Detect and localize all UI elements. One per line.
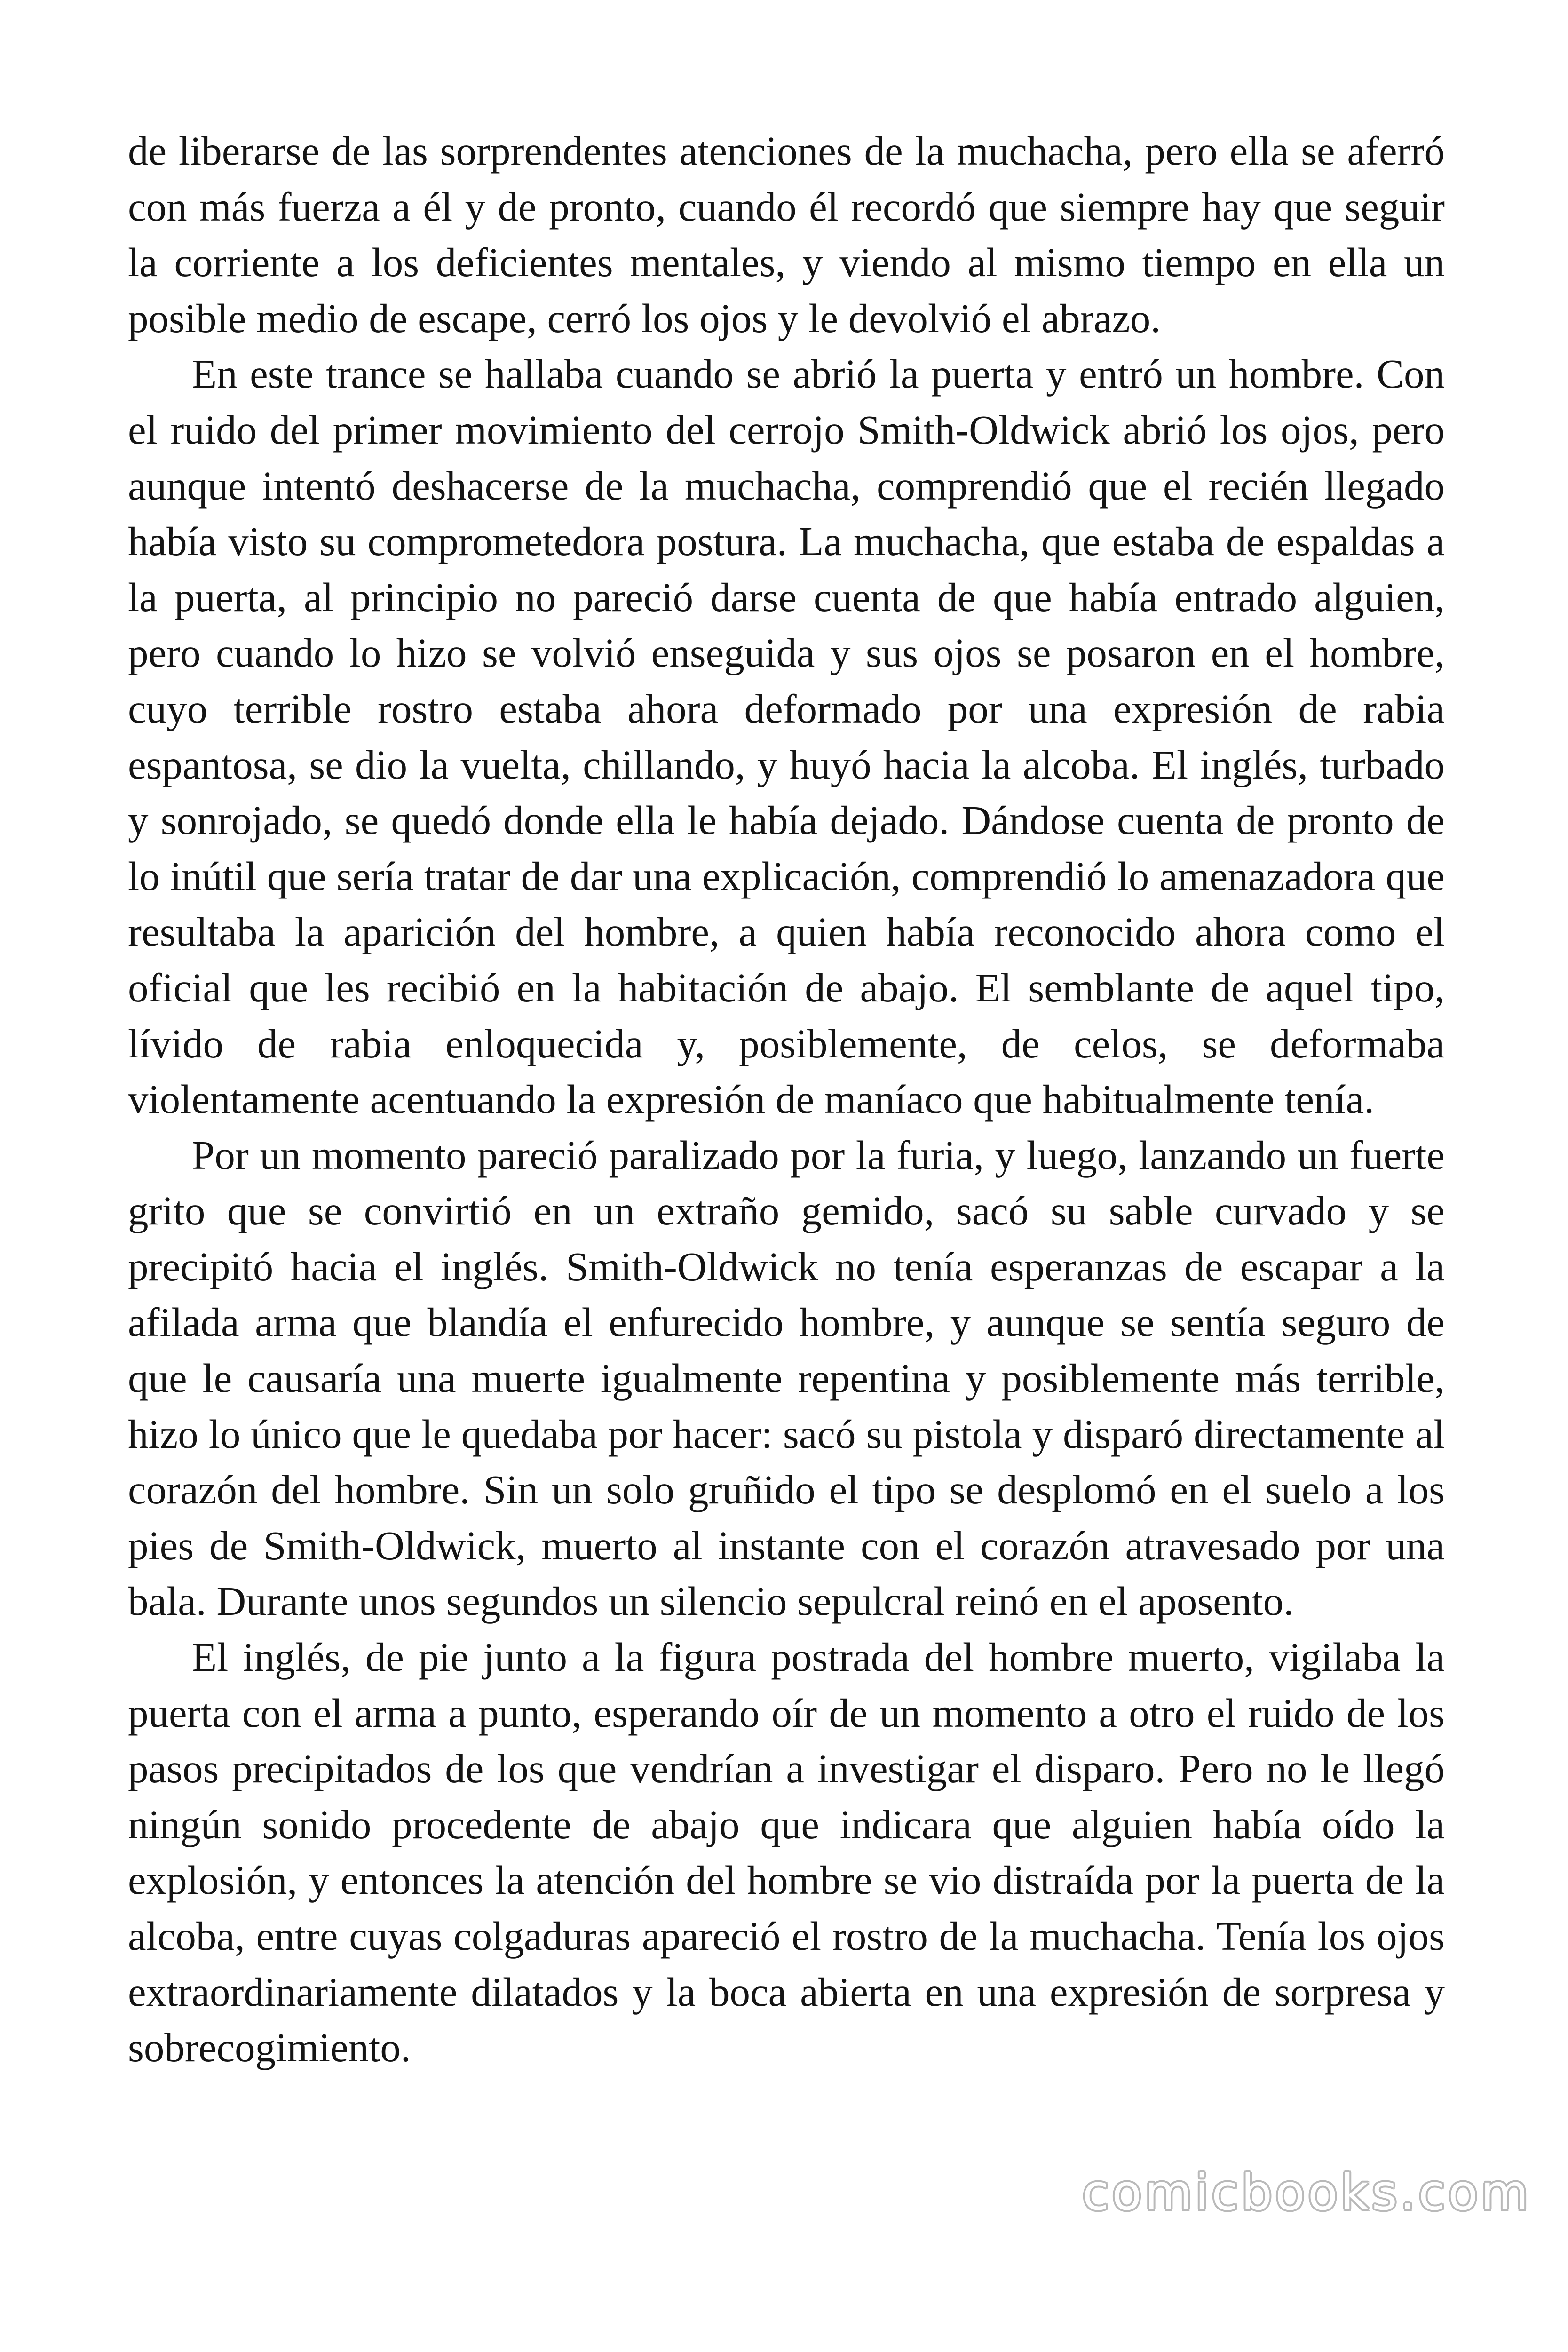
paragraph-3: Por un momento pareció paralizado por la furia, y luego, lanzando un fuerte grito que se convirtió en un extraño gemido, sacó su sable curvado y se precipitó hacia el inglés. Smith-Oldwick no tenía esperanzas de escapar a la afilada arma que blandía el enfurecido hombre, y aunque se sentía seguro de que le causaría una muerte igualmente repentina y posiblemente más terrible, hizo lo único que le quedaba por hacer: sacó su pistola y disparó directamente al corazón del hombre. Sin un solo gruñido el tipo se desplomó en el suelo a los pies de Smith-Oldwick, muerto al instante con el corazón atravesado por una bala. Durante unos segundos un silencio sepulcral reinó en el aposento.: [128, 1132, 1445, 1624]
watermark: comicbooks.com: [1082, 2164, 1531, 2221]
paragraph-2: En este trance se hallaba cuando se abrió la puerta y entró un hombre. Con el ruido del primer movimiento del cerrojo Smith-Oldwick abrió los ojos, pero aunque intentó deshacerse de la muchacha, comprendió que el recién llegado había visto su comprometedora postura. La muchacha, que estaba de espaldas a la puerta, al principio no pareció darse cuenta de que había entrado alguien, pero cuando lo hizo se volvió enseguida y sus ojos se posaron en el hombre, cuyo terrible rostro estaba ahora deformado por una expresión de rabia espantosa, se dio la vuelta, chillando, y huyó hacia la alcoba. El inglés, turbado y sonrojado, se quedó donde ella le había dejado. Dándose cuenta de pronto de lo inútil que sería tratar de dar una explicación, comprendió lo amenazadora que resultaba la aparición del hombre, a quien había reconocido ahora como el oficial que les recibió en la habitación de abajo. El semblante de aquel tipo, lívido de rabia enloquecida y, posiblemente, de celos, se deformaba violentamente acentuando la expresión de maníaco que habitualmente tenía.: [128, 351, 1445, 1122]
paragraph-4: El inglés, de pie junto a la figura postrada del hombre muerto, vigilaba la puerta con el arma a punto, esperando oír de un momento a otro el ruido de los pasos precipitados de los que vendrían a investigar el disparo. Pero no le llegó ningún sonido procedente de abajo que indicara que alguien había oído la explosión, y entonces la atención del hombre se vio distraída por la puerta de la alcoba, entre cuyas colgaduras apareció el rostro de la muchacha. Tenía los ojos extraordinariamente dilatados y la boca abierta en una expresión de sorpresa y sobrecogimiento.: [128, 1634, 1445, 2071]
paragraph-1: de liberarse de las sorprendentes atenciones de la muchacha, pero ella se aferró con más fuerza a él y de pronto, cuando él recordó que siempre hay que seguir la corriente a los deficientes mentales, y viendo al mismo tiempo en ella un posible medio de escape, cerró los ojos y le devolvió el abrazo.: [128, 128, 1445, 341]
page-body: [128, 123, 1445, 2076]
